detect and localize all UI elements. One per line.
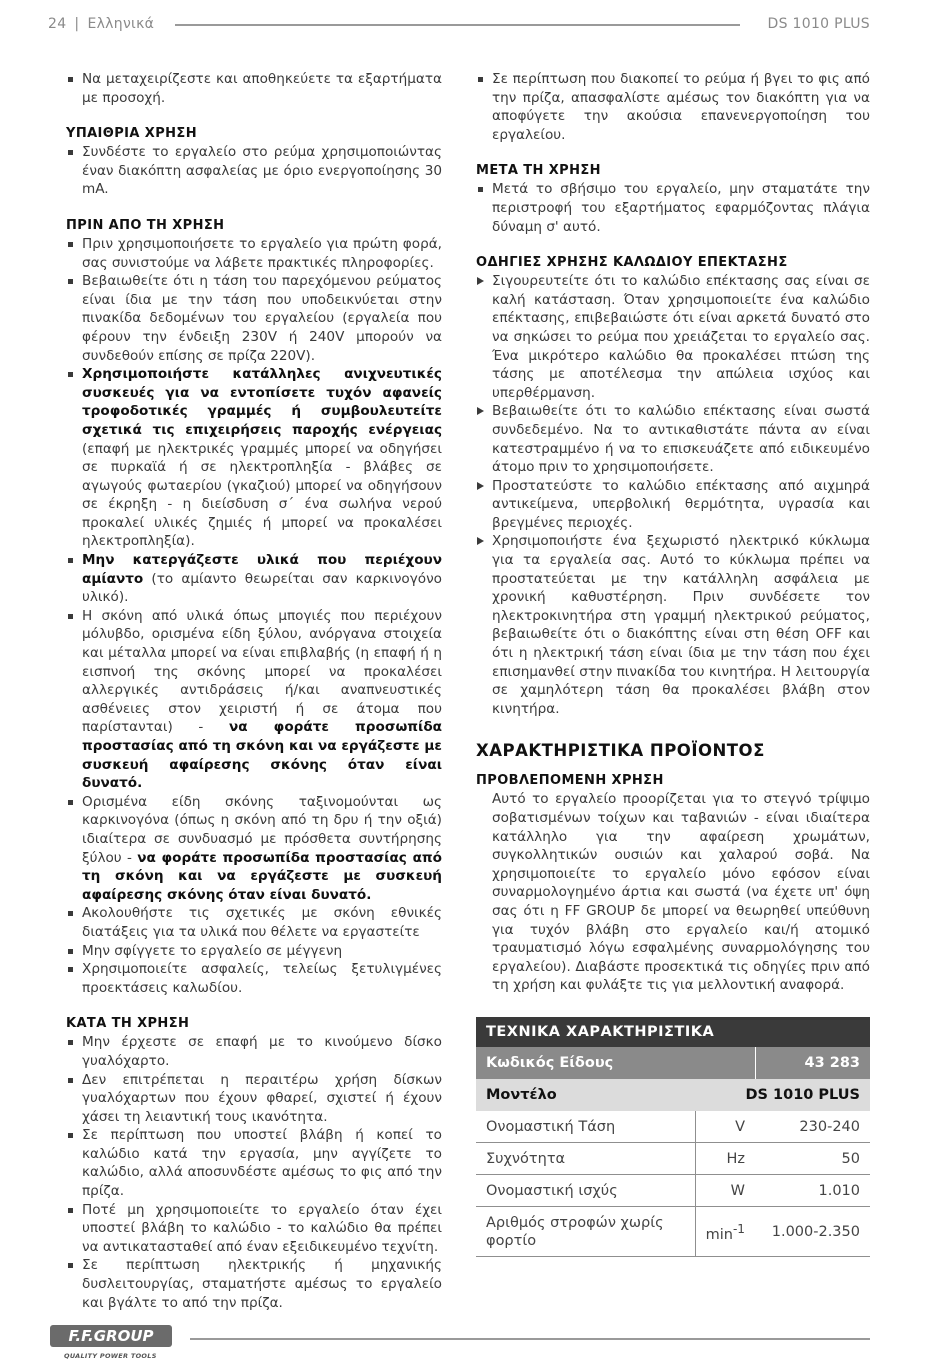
list-item: Μην σφίγγετε το εργαλείο σε μέγγενη: [66, 942, 442, 961]
list-item: [66, 607, 442, 793]
intro-list: [66, 70, 442, 107]
list-item: Βεβαιωθείτε ότι η τάση του παρεχόμενου ρεύματος είναι ίδια με την τάση που υποδεικνύεται στην πινακίδα δεδομένων του εργαλείου (εργαλεία που φέρουν την ένδειξη 230V ή 240V μπορούν να συνδεθούν επίσης σε πρίζα 220V).: [66, 272, 442, 365]
spec-unit: Hz: [695, 1143, 755, 1175]
page-header: [0, 14, 950, 38]
bold-text: Μην κατεργάζεστε υλικά που περιέχουν αμίαντο: [82, 552, 442, 587]
table-row: [476, 1207, 870, 1257]
logo-text: F.F.GROUP: [68, 1327, 154, 1345]
spec-label: Συχνότητα: [476, 1143, 695, 1175]
table-row: [476, 1175, 870, 1207]
list-item: Μετά το σβήσιμο του εργαλείο, μην σταματάτε την περιστροφή του εξαρτήματος εφαρμόζοντας πλάγια δύναμη σ' αυτό.: [476, 180, 870, 236]
during-use-list: [66, 1033, 442, 1312]
list-item: Μην έρχεστε σε επαφή με το κινούμενο δίσκο γυαλόχαρτο.: [66, 1033, 442, 1070]
after-use-list: [476, 180, 870, 236]
list-item: Σε περίπτωση που υποστεί βλάβη ή κοπεί το καλώδιο κατά την εργασία, μην αγγίζετε το καλώδιο, αλλά αποσυνδέστε αμέσως το φις από την πρίζα.: [66, 1126, 442, 1200]
spec-model-label: Μοντέλο: [476, 1079, 695, 1111]
list-item: Να μεταχειρίζεστε και αποθηκεύετε τα εξαρτήματα με προσοχή.: [66, 70, 442, 107]
logo-tagline: QUALITY POWER TOOLS: [64, 1352, 157, 1360]
page-number: 24: [48, 16, 67, 32]
header-rule: [175, 24, 740, 26]
spec-table-title: ΤΕΧΝΙΚΑ ΧΑΡΑΚΤΗΡΙΣΤΙΚΑ: [476, 1017, 870, 1047]
section-heading-outdoor: ΥΠΑΙΘΡΙΑ ΧΡΗΣΗ: [66, 126, 197, 142]
spec-value: 230-240: [755, 1111, 870, 1143]
page-footer: [0, 1316, 950, 1364]
spec-code-value: 43 283: [755, 1047, 870, 1079]
section-heading-before-use: ΠΡΙΝ ΑΠΟ ΤΗ ΧΡΗΣΗ: [66, 217, 225, 233]
spec-table: [476, 1017, 870, 1258]
list-item: [66, 793, 442, 905]
spec-unit-exponent: -1: [732, 1222, 745, 1237]
spec-unit: W: [695, 1175, 755, 1207]
body-text: Η σκόνη από υλικά όπως μπογιές που περιέχουν μόλυβδο, ορισμένα είδη ξύλου, ανόργανα στοιχεία και μέταλλα μπορεί να είναι επιβλαβής (η επαφή ή η εισπνοή της σκόνης μπορεί να προκαλέσει αλλεργικές αντιδράσεις ή/και αναπνευστικές ασθένειες στον χειριστή ή σε άτομα που παρίστανται) -: [82, 607, 442, 736]
bold-text: να φοράτε προσωπίδα προστασίας από τη σκόνη και να εργάζεστε με συσκευή αφαίρεσης σκόνης όταν είναι δυνατό.: [82, 719, 442, 792]
product-name: DS 1010 PLUS: [767, 16, 870, 32]
footer-rule: [190, 1338, 870, 1340]
left-column: [66, 70, 442, 1312]
header-left: [48, 16, 154, 32]
spec-label: Ονομαστική ισχύς: [476, 1175, 695, 1207]
spec-value: 1.000-2.350: [755, 1207, 870, 1257]
body-text: (επαφή με ηλεκτρικές γραμμές μπορεί να οδηγήσει σε πυρκαϊά ή σε ηλεκτροπληξία - βλάβες σε αγωγούς φωταερίου (γκαζιού) μπορεί να οδηγήσουν σε έκρηξη - η διείσδυση σ΄ ένα σωλήνα νερού προκαλεί υλικές ζημιές ή μπορεί να προκαλέσει ηλεκτροπληξία).: [82, 440, 442, 550]
spec-unit-base: min: [705, 1226, 733, 1243]
spec-code-row: [476, 1047, 870, 1079]
spec-label: Ονομαστική Τάση: [476, 1111, 695, 1143]
section-heading-during-use: ΚΑΤΑ ΤΗ ΧΡΗΣΗ: [66, 1016, 190, 1032]
table-row: [476, 1143, 870, 1175]
section-heading-extension-cable: ΟΔΗΓΙΕΣ ΧΡΗΣΗΣ ΚΑΛΩΔΙΟΥ ΕΠΕΚΤΑΣΗΣ: [476, 255, 788, 271]
bold-text: να φοράτε προσωπίδα προστασίας από τη σκόνη και να εργάζεστε με συσκευή αφαίρεσης σκόνης όταν είναι δυνατό.: [82, 849, 442, 903]
header-separator: |: [74, 16, 80, 32]
spec-model-value: DS 1010 PLUS: [695, 1079, 870, 1111]
spec-code-label: Κωδικός Είδους: [476, 1047, 755, 1079]
list-item: Χρησιμοποιήστε ένα ξεχωριστό ηλεκτρικό κύκλωμα για τα εργαλεία σας. Αυτό το κύκλωμα πρέπει να προστατεύεται με την κατάλληλη ασφάλεια με χρονική καθυστέρηση. Πριν συνδέσετε τον ηλεκτροκινητήρα στη γραμμή ηλεκτρικού ρεύματος, βεβαιωθείτε ότι ο διακόπτης είναι στη θέση OFF και ότι η ηλεκτρική τάση είναι ίδια με την τάση που έχει επισημανθεί στην πινακίδα του κινητήρα. Η λειτουργία σε χαμηλότερη τάση θα προκαλέσει βλάβη στον κινητήρα.: [476, 532, 870, 718]
list-item: Ποτέ μη χρησιμοποιείτε το εργαλείο όταν έχει υποστεί βλάβη το καλώδιο - το καλώδιο θα πρέπει να αντικατασταθεί από έναν εξειδικευμένο τεχνίτη.: [66, 1201, 442, 1257]
section-heading-after-use: ΜΕΤΑ ΤΗ ΧΡΗΣΗ: [476, 163, 601, 179]
intro-list-right: [476, 70, 870, 144]
right-column: [476, 70, 870, 1257]
spec-label: Αριθμός στροφών χωρίς φορτίο: [476, 1207, 695, 1257]
spec-unit: V: [695, 1111, 755, 1143]
list-item: Σε περίπτωση ηλεκτρικής ή μηχανικής δυσλειτουργίας, σταματήστε αμέσως το εργαλείο και βγάλτε το από την πρίζα.: [66, 1256, 442, 1312]
list-item: [66, 365, 442, 551]
list-item: Σε περίπτωση που διακοπεί το ρεύμα ή βγει το φις από την πρίζα, απασφαλίστε αμέσως τον διακόπτη για να αποφύγετε την ακούσια επανενεργοποίηση του εργαλείου.: [476, 70, 870, 144]
list-item: Πριν χρησιμοποιήσετε το εργαλείο για πρώτη φορά, σας συνιστούμε να λάβετε πρακτικές πληροφορίες.: [66, 235, 442, 272]
section-heading-intended-use: ΠΡΟΒΛΕΠΟΜΕΝΗ ΧΡΗΣΗ: [476, 773, 664, 789]
extension-cable-list: [476, 272, 870, 718]
spec-table-title-row: [476, 1017, 870, 1047]
body-text: (το αμίαντο θεωρείται σαν καρκινογόνο υλικό).: [82, 570, 442, 606]
section-heading-product-features: ΧΑΡΑΚΤΗΡΙΣΤΙΚΑ ΠΡΟΪΟΝΤΟΣ: [476, 741, 765, 761]
list-item: Χρησιμοποιείτε ασφαλείς, τελείως ξετυλιγμένες προεκτάσεις καλωδίου.: [66, 960, 442, 997]
list-item: Δεν επιτρέπεται η περαιτέρω χρήση δίσκων γυαλόχαρτων που έχουν φθαρεί, σχιστεί ή έχουν χάσει τη λειαντική τους ικανότητα.: [66, 1071, 442, 1127]
list-item: Βεβαιωθείτε ότι το καλώδιο επέκτασης είναι σωστά συνδεδεμένο. Να το αντικαθιστάτε πάντα αν είναι κατεστραμμένο ή να το επισκευάζετε από ειδικευμένο άτομο πριν το χρησιμοποιήσετε.: [476, 402, 870, 476]
language-label: Ελληνικά: [87, 16, 155, 32]
spec-model-row: [476, 1079, 870, 1111]
body-text: Ορισμένα είδη σκόνης ταξινομούνται ως καρκινογόνα (όπως η σκόνη από τη δρυ ή την οξιά) ιδιαίτερα σε συνδυασμό με πρόσθετα συντήρησης ξύλου -: [82, 793, 442, 866]
list-item: Προστατεύστε το καλώδιο επέκτασης από αιχμηρά αντικείμενα, υπερβολική θερμότητα, υγρασία και βρεγμένες περιοχές.: [476, 477, 870, 533]
before-use-list: [66, 235, 442, 997]
spec-value: 1.010: [755, 1175, 870, 1207]
intended-use-text: Αυτό το εργαλείο προορίζεται για το στεγνό τρίψιμο σοβατισμένων τοίχων και ταβανιών - είναι ιδιαίτερα κατάλληλο για την αφαίρεση χρωμάτων, συγκολλητικών ουσιών και χαλαρού σοβά. Να χρησιμοποιείτε το εργαλείο μόνο εφόσον είναι συναρμολογημένο άρτια και σωστά (να έχετε υπ' όψη σας ότι η FF GROUP δε μπορεί να θεωρηθεί υπεύθυνη για τυχόν βλάβη στο εργαλείο και/ή ατομικό τραυματισμό λόγω εσφαλμένης συναρμολόγησης του εργαλείου). Διαβάστε προσεκτικά τις οδηγίες πριν από τη χρήση και φυλάξτε τις για μελλοντική αναφορά.: [492, 791, 870, 994]
spec-unit: [695, 1207, 755, 1257]
list-item: [66, 551, 442, 607]
bold-text: Χρησιμοποιήστε κατάλληλες ανιχνευτικές συσκευές για να εντοπίσετε τυχόν αφανείς τροφοδοτικές γραμμές ή συμβουλευτείτε σχετικά τις επιχειρήσεις παροχής ενέργειας: [82, 366, 442, 438]
list-item: Συνδέστε το εργαλείο στο ρεύμα χρησιμοποιώντας έναν διακόπτη ασφαλείας με όριο ενεργοποίησης 30 mA.: [66, 143, 442, 199]
list-item: Σιγουρευτείτε ότι το καλώδιο επέκτασης σας είναι σε καλή κατάσταση. Όταν χρησιμοποιείτε ένα καλώδιο επέκτασης, επιβεβαιώστε ότι είναι αρκετά δυνατό στο να σηκώσει το ρεύμα που χρειάζεται το εργαλείο σας. Ένα μικρότερο καλώδιο θα προκαλέσει πτώση της τάσης με αποτέλεσμα την απώλεια ισχύος και υπερθέρμανση.: [476, 272, 870, 402]
outdoor-list: [66, 143, 442, 199]
table-row: [476, 1111, 870, 1143]
list-item: Ακολουθήστε τις σχετικές με σκόνη εθνικές διατάξεις για τα υλικά που θέλετε να εργαστείτε: [66, 904, 442, 941]
ffgroup-logo: [48, 1324, 174, 1348]
spec-value: 50: [755, 1143, 870, 1175]
